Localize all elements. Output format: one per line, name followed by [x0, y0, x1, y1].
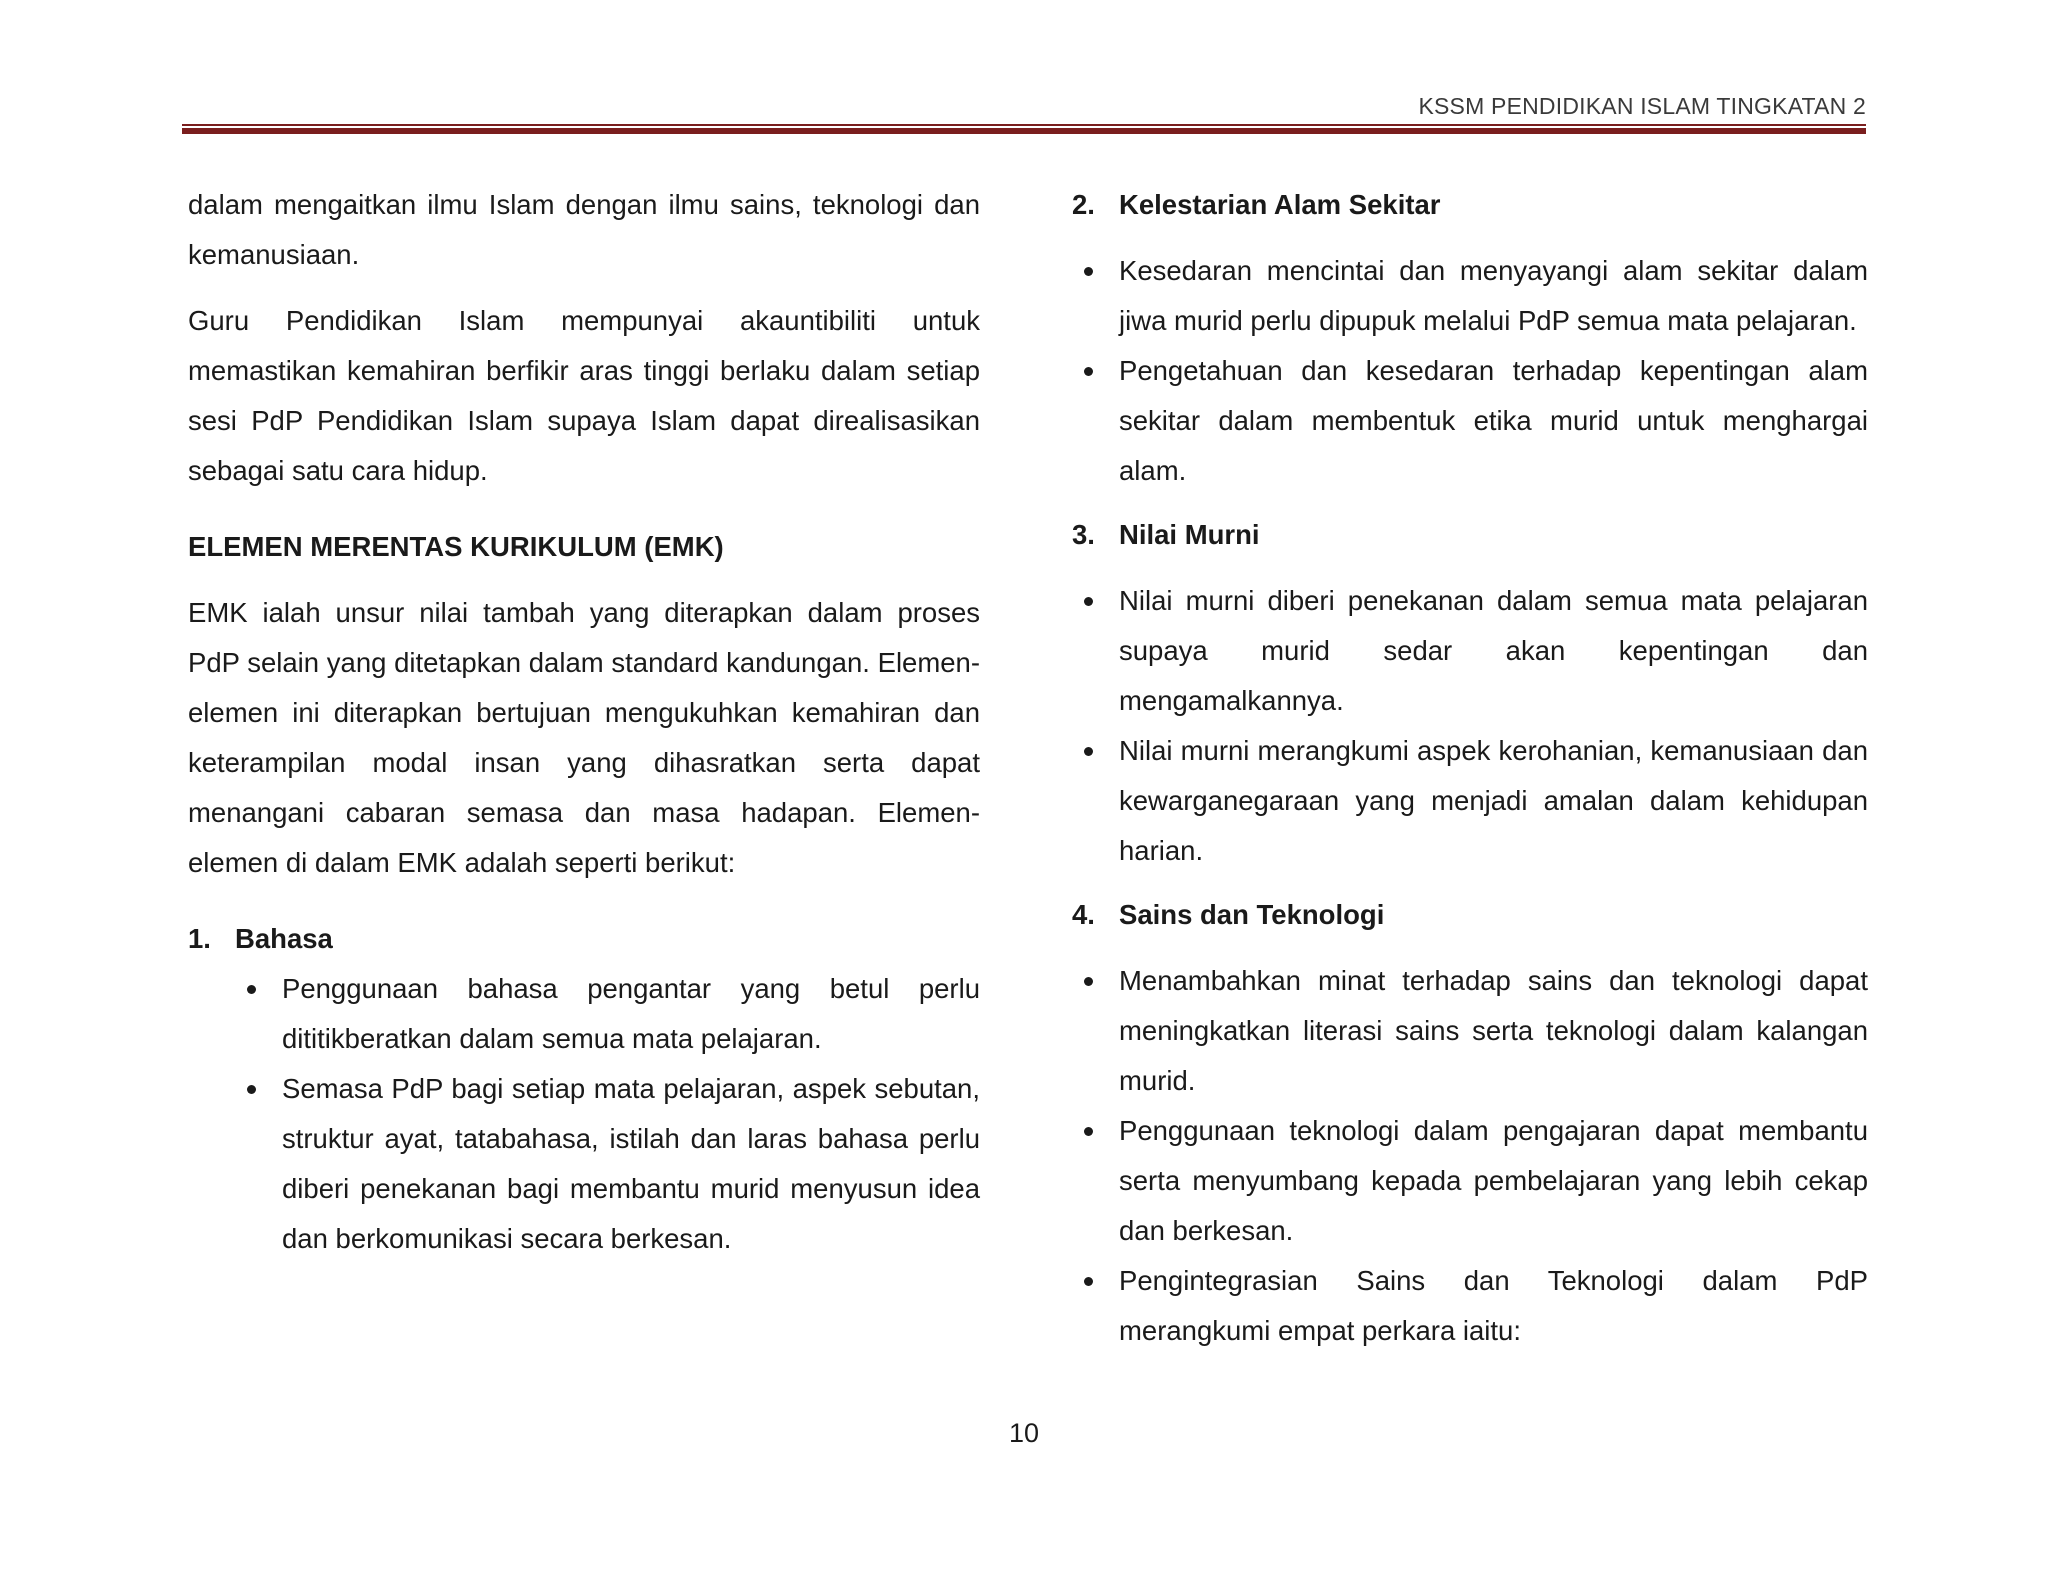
bullet-icon	[1072, 1106, 1119, 1256]
list-item	[1072, 726, 1868, 876]
nilai-murni-bullet-list	[1072, 576, 1868, 876]
section-paragraph: EMK ialah unsur nilai tambah yang diterapkan dalam proses PdP selain yang ditetapkan dalam standard kandungan. Elemen-elemen ini diterapkan bertujuan mengukuhkan kemahiran dan keterampilan modal insan yang dihasratkan serta dapat menangani cabaran semasa dan masa hadapan. Elemen-elemen di dalam EMK adalah seperti berikut:	[188, 597, 980, 878]
list-item	[1072, 346, 1868, 496]
item-heading-nilai-murni	[1072, 510, 1868, 560]
bullet-icon	[1072, 576, 1119, 726]
list-item	[1072, 246, 1868, 346]
item-number: 3.	[1072, 519, 1095, 550]
bullet-text: Nilai murni merangkumi aspek kerohanian, kemanusiaan dan kewarganegaraan yang menjadi amalan dalam kehidupan harian.	[1119, 735, 1868, 866]
bullet-text: Menambahkan minat terhadap sains dan teknologi dapat meningkatkan literasi sains serta teknologi dalam kalangan murid.	[1119, 965, 1868, 1096]
item-title: Bahasa	[235, 923, 333, 954]
bullet-icon	[1072, 726, 1119, 876]
list-item	[235, 1064, 980, 1264]
header-rule-thick	[182, 128, 1866, 134]
intro-paragraph: dalam mengaitkan ilmu Islam dengan ilmu sains, teknologi dan kemanusiaan.	[188, 189, 980, 270]
list-item	[1072, 956, 1868, 1106]
kelestarian-bullet-list	[1072, 246, 1868, 496]
list-item	[1072, 1256, 1868, 1356]
left-column	[188, 180, 980, 1264]
bullet-icon	[1072, 1256, 1119, 1356]
item-heading-bahasa	[188, 914, 980, 964]
bullet-icon	[1072, 956, 1119, 1106]
list-item	[1072, 1106, 1868, 1256]
section-heading: ELEMEN MERENTAS KURIKULUM (EMK)	[188, 531, 724, 562]
item-heading-sains-teknologi	[1072, 890, 1868, 940]
bullet-text: Penggunaan teknologi dalam pengajaran dapat membantu serta menyumbang kepada pembelajaran yang lebih cekap dan berkesan.	[1119, 1115, 1868, 1246]
bullet-text: Pengintegrasian Sains dan Teknologi dalam PdP merangkumi empat perkara iaitu:	[1119, 1265, 1868, 1346]
item-title: Kelestarian Alam Sekitar	[1119, 189, 1441, 220]
list-item	[235, 964, 980, 1064]
bullet-text: Penggunaan bahasa pengantar yang betul perlu dititikberatkan dalam semua mata pelajaran.	[282, 973, 980, 1054]
sains-teknologi-bullet-list	[1072, 956, 1868, 1356]
bullet-text: Kesedaran mencintai dan menyayangi alam sekitar dalam jiwa murid perlu dipupuk melalui PdP semua mata pelajaran.	[1119, 255, 1868, 336]
list-item	[1072, 576, 1868, 726]
bullet-text: Nilai murni diberi penekanan dalam semua mata pelajaran supaya murid sedar akan kepentingan dan mengamalkannya.	[1119, 585, 1868, 716]
bahasa-bullet-list	[235, 964, 980, 1264]
page-number: 10	[1008, 1418, 1040, 1448]
item-heading-kelestarian	[1072, 180, 1868, 230]
item-number: 2.	[1072, 189, 1095, 220]
bullet-icon	[235, 1064, 282, 1264]
item-number: 4.	[1072, 899, 1095, 930]
bullet-icon	[235, 964, 282, 1064]
bullet-icon	[1072, 246, 1119, 346]
running-header: KSSM PENDIDIKAN ISLAM TINGKATAN 2	[1418, 93, 1866, 119]
item-title: Nilai Murni	[1119, 519, 1260, 550]
teacher-paragraph: Guru Pendidikan Islam mempunyai akauntibiliti untuk memastikan kemahiran berfikir aras tinggi berlaku dalam setiap sesi PdP Pendidikan Islam supaya Islam dapat direalisasikan sebagai satu cara hidup.	[188, 305, 980, 486]
item-number: 1.	[188, 923, 211, 954]
bullet-text: Semasa PdP bagi setiap mata pelajaran, aspek sebutan, struktur ayat, tatabahasa, istilah dan laras bahasa perlu diberi penekanan bagi membantu murid menyusun idea dan berkomunikasi secara berkesan.	[282, 1073, 980, 1254]
header-rule-thin	[182, 124, 1866, 126]
bullet-text: Pengetahuan dan kesedaran terhadap kepentingan alam sekitar dalam membentuk etika murid untuk menghargai alam.	[1119, 355, 1868, 486]
bullet-icon	[1072, 346, 1119, 496]
right-column	[1072, 180, 1868, 1356]
item-title: Sains dan Teknologi	[1119, 899, 1385, 930]
